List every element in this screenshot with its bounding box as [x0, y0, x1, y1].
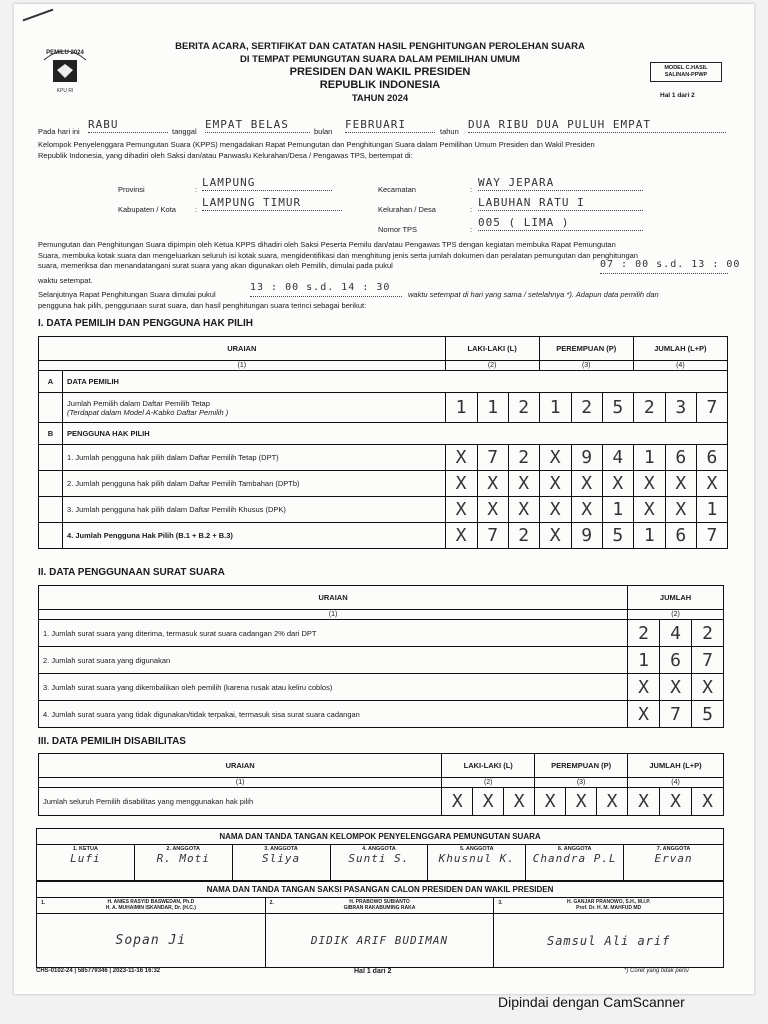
kpps-role: 2. ANGGOTA: [166, 846, 201, 852]
logo-text: PEMILU 2024: [46, 50, 84, 56]
saksi-c2-line1: H. PRABOWO SUBIANTO: [349, 899, 410, 905]
saksi-signature-2: DIDIK ARIF BUDIMAN: [265, 914, 494, 968]
s3-head-l: LAKI-LAKI (L): [442, 754, 535, 778]
kpps-row: [37, 845, 724, 881]
table-row: [39, 647, 724, 674]
saksi-candidate-3: [494, 898, 724, 914]
s2-row2-label: 2. Jumlah surat suara yang digunakan: [39, 647, 628, 674]
dpt-digit: 1: [477, 393, 508, 423]
saksi-num-2: 2.: [269, 900, 274, 906]
s2-row4-label: 4. Jumlah surat suara yang tidak digunakan/tidak terpakai, termasuk sisa surat suara cadangan: [39, 701, 628, 728]
b4-digit: 9: [571, 523, 602, 549]
saksi-c1-line1: H. ANIES RASYID BASWEDAN, Ph.D: [107, 899, 195, 905]
b2-digit: X: [539, 471, 571, 497]
s1-a-letter: A: [39, 371, 63, 393]
s2-row2-digit: 1: [628, 647, 660, 674]
kelurahan-label: Kelurahan / Desa: [378, 205, 436, 214]
tanggal-field: EMPAT BELAS: [205, 118, 310, 133]
b1-digit: X: [445, 445, 477, 471]
section3-title: III. DATA PEMILIH DISABILITAS: [38, 736, 186, 747]
tps-field: 005 ( LIMA ): [478, 216, 643, 231]
b3-digit: X: [477, 497, 508, 523]
s3-head-uraian: URAIAN: [39, 754, 442, 778]
b1-digit: 6: [665, 445, 696, 471]
s2-row3-label: 3. Jumlah surat suara yang dikembalikan oleh pemilih (karena rusak atau keliru coblos): [39, 674, 628, 701]
saksi-c3-line1: H. GANJAR PRANOWO, S.H., M.I.P.: [567, 899, 651, 905]
s3-num-2: (2): [442, 778, 535, 788]
table-row: [39, 788, 724, 816]
kpps-role: 1. KETUA: [72, 846, 98, 852]
title-line-1: BERITA ACARA, SERTIFIKAT DAN CATATAN HASIL PENGHITUNGAN PEROLEHAN SUARA: [175, 41, 585, 52]
s2-row4-digit: 7: [660, 701, 692, 728]
kpps-signature: Sliya: [262, 852, 301, 865]
bulan-label: bulan: [314, 127, 333, 136]
dpt-digit: 2: [508, 393, 539, 423]
document-header: [110, 40, 650, 105]
provinsi-label: Provinsi: [118, 185, 145, 194]
dpt-digit: 7: [696, 393, 727, 423]
title-line-4: REPUBLIK INDONESIA: [319, 79, 441, 91]
b4-digit: 6: [665, 523, 696, 549]
b1-digit: 4: [602, 445, 633, 471]
dpt-digit: 1: [445, 393, 477, 423]
para2-time: 13 : 00 s.d. 14 : 30: [250, 282, 402, 297]
s2-row3-digit: X: [628, 674, 660, 701]
kabupaten-field: LAMPUNG TIMUR: [202, 196, 342, 211]
s3-head-j: JUMLAH (L+P): [628, 754, 724, 778]
s3-digit: X: [535, 788, 566, 816]
s3-digit: X: [442, 788, 473, 816]
kpps-member: [232, 845, 330, 881]
footer-page: Hal 1 dari 2: [354, 968, 392, 975]
kpps-member: [134, 845, 232, 881]
saksi-title: NAMA DAN TANDA TANGAN SAKSI PASANGAN CALON PRESIDEN DAN WAKIL PRESIDEN: [37, 882, 724, 898]
s1-head-uraian: URAIAN: [39, 337, 446, 361]
para2-text2: waktu setempat di hari yang sama / setelahnya *). Adapun data pemilih dan: [408, 290, 659, 299]
kpps-member: [428, 845, 526, 881]
tps-label: Nomor TPS: [378, 225, 418, 234]
para1-tail: waktu setempat.: [38, 276, 93, 285]
s3-num-3: (3): [535, 778, 628, 788]
s2-head-uraian: URAIAN: [39, 586, 628, 610]
saksi-candidate-2: [265, 898, 494, 914]
kpps-role: 6. ANGGOTA: [557, 846, 592, 852]
s1-b-letter: B: [39, 423, 63, 445]
tahun-field: DUA RIBU DUA PULUH EMPAT: [468, 118, 726, 133]
b4-digit: X: [445, 523, 477, 549]
para2-text3: pengguna hak pilih, penggunaan surat suara, dan hasil penghitungan suara terinci sebagai berikut:: [38, 301, 367, 310]
page-indicator-top: Hal 1 dari 2: [660, 92, 695, 99]
kpps-signature: Khusnul K.: [438, 852, 515, 865]
saksi-signature-3: Samsul Ali arif: [494, 914, 724, 968]
kecamatan-field: WAY JEPARA: [478, 176, 643, 191]
kabupaten-label: Kabupaten / Kota: [118, 205, 176, 214]
saksi-c2-line2: GIBRAN RAKABUMING RAKA: [343, 905, 416, 911]
kpps-member: [624, 845, 724, 881]
pada-hari-ini-label: Pada hari ini: [38, 127, 80, 136]
b2-digit: X: [571, 471, 602, 497]
s3-num-1: (1): [39, 778, 442, 788]
b3-digit: X: [539, 497, 571, 523]
section1-table: [38, 336, 728, 549]
b3-label: 3. Jumlah pengguna hak pilih dalam Daftar Pemilih Khusus (DPK): [63, 497, 446, 523]
table-row: [39, 393, 728, 423]
kpps-role: 3. ANGGOTA: [264, 846, 298, 852]
s3-digit: X: [504, 788, 535, 816]
s1-head-p: PEREMPUAN (P): [539, 337, 633, 361]
s3-digit: X: [628, 788, 660, 816]
b2-digit: X: [602, 471, 633, 497]
b1-digit: 2: [508, 445, 539, 471]
kecamatan-label: Kecamatan: [378, 185, 416, 194]
s1-num-1: (1): [39, 361, 446, 371]
b4-digit: 7: [696, 523, 727, 549]
kpps-signature-table: [36, 828, 724, 881]
kpps-signature: Lufi: [70, 852, 101, 865]
b1-digit: 9: [571, 445, 602, 471]
b2-digit: X: [696, 471, 727, 497]
saksi-c1-line2: H. A. MUHAIMIN ISKANDAR, Dr. (H.C.): [105, 905, 196, 911]
b3-digit: X: [445, 497, 477, 523]
saksi-candidate-1: [37, 898, 266, 914]
table-row: [39, 620, 724, 647]
section2-title: II. DATA PENGGUNAAN SURAT SUARA: [38, 567, 225, 578]
b4-label: 4. Jumlah Pengguna Hak Pilih (B.1 + B.2 + B.3): [63, 523, 446, 549]
b1-label: 1. Jumlah pengguna hak pilih dalam Daftar Pemilih Tetap (DPT): [63, 445, 446, 471]
model-box: [650, 62, 722, 82]
s2-row1-digit: 2: [692, 620, 724, 647]
b2-digit: X: [633, 471, 665, 497]
dpt-digit: 2: [571, 393, 602, 423]
s3-digit: X: [691, 788, 723, 816]
dpt-label-cell: [63, 393, 446, 423]
s1-num-3: (3): [539, 361, 633, 371]
s2-row2-digit: 6: [660, 647, 692, 674]
s2-row3-digit: X: [692, 674, 724, 701]
dpt-digit: 2: [633, 393, 665, 423]
scanner-watermark: Dipindai dengan CamScanner: [498, 994, 685, 1010]
b3-digit: X: [508, 497, 539, 523]
s1-head-j: JUMLAH (L+P): [633, 337, 727, 361]
model-line-1: MODEL C.HASIL: [664, 65, 708, 71]
section2-table: [38, 585, 724, 728]
saksi-signature-1: Sopan Ji: [37, 914, 266, 968]
b4-digit: 2: [508, 523, 539, 549]
title-line-2: DI TEMPAT PEMUNGUTAN SUARA DALAM PEMILIHAN UMUM: [240, 54, 520, 65]
footer-note: *) Coret yang tidak perlu: [624, 968, 689, 974]
table-row: [39, 471, 728, 497]
s1-a-title: DATA PEMILIH: [63, 371, 728, 393]
dpt-label: Jumlah Pemilih dalam Daftar Pemilih Tetap: [67, 398, 210, 408]
title-line-3: PRESIDEN DAN WAKIL PRESIDEN: [289, 66, 471, 78]
kelurahan-field: LABUHAN RATU I: [478, 196, 643, 211]
b1-digit: 7: [477, 445, 508, 471]
table-row: [39, 445, 728, 471]
dpt-digit: 1: [539, 393, 571, 423]
saksi-num-1: 1.: [41, 900, 46, 906]
model-line-2: SALINAN-PPWP: [664, 72, 708, 78]
para1-text: Pemungutan dan Penghitungan Suara dipimpin oleh Ketua KPPS dihadiri oleh Saksi Peserta Pemilu dan/atau Pengawas TPS dengan kegiatan membuka Rapat Pemungutan Suara, membuka kotak suara dan mengeluarkan seluruh isi kotak suara, mengidentifikasi dan menghitung jenis serta jumlah dokumen dan peralatan pemungutan dan penghitungan suara, memeriksa dan menandatangani surat suara yang akan digunakan oleh Pemilih, dimulai pada pukul: [38, 240, 638, 270]
section1-title: I. DATA PEMILIH DAN PENGGUNA HAK PILIH: [38, 318, 253, 329]
kpps-member: [526, 845, 624, 881]
bulan-field: FEBRUARI: [345, 118, 435, 133]
s2-row3-digit: X: [660, 674, 692, 701]
title-line-5: TAHUN 2024: [351, 93, 409, 104]
para2-text1: Selanjutnya Rapat Penghitungan Suara dimulai pukul: [38, 290, 216, 299]
s3-digit: X: [597, 788, 628, 816]
footer-code: CHS-0102-24 | 585779346 | 2023-11-16 16:32: [36, 968, 161, 974]
kpps-member: [37, 845, 135, 881]
b3-digit: X: [665, 497, 696, 523]
table-row: [39, 497, 728, 523]
b1-digit: 6: [696, 445, 727, 471]
s3-digit: X: [660, 788, 692, 816]
saksi-c3-line2: Prof. Dr. H. M. MAHFUD MD: [576, 905, 642, 911]
table-row: [39, 523, 728, 549]
kpu-logo: [38, 40, 92, 98]
s1-num-2: (2): [445, 361, 539, 371]
logo-sub: KPU RI: [56, 88, 74, 94]
b3-digit: 1: [696, 497, 727, 523]
s1-head-l: LAKI-LAKI (L): [445, 337, 539, 361]
s2-row4-digit: 5: [692, 701, 724, 728]
para1-time: 07 : 00 s.d. 13 : 00: [600, 259, 728, 274]
intro-text-1: Kelompok Penyelenggara Pemungutan Suara (KPPS) mengadakan Rapat Pemungutan dan Penghitungan Suara dalam Pemilihan Umum Presiden dan Wakil Presiden: [38, 140, 595, 149]
dpt-note: (Terdapat dalam Model A-Kabko Daftar Pemilih ): [67, 407, 229, 417]
s3-head-p: PEREMPUAN (P): [535, 754, 628, 778]
tanggal-label: tanggal: [172, 127, 197, 136]
b4-digit: 7: [477, 523, 508, 549]
kpps-signature: Sunti S.: [348, 852, 410, 865]
b4-digit: 5: [602, 523, 633, 549]
saksi-num-3: 3.: [498, 900, 503, 906]
hari-field: RABU: [88, 118, 168, 133]
b1-digit: X: [539, 445, 571, 471]
b4-digit: 1: [633, 523, 665, 549]
s3-num-4: (4): [628, 778, 724, 788]
s2-head-jumlah: JUMLAH: [628, 586, 724, 610]
intro-text-2: Republik Indonesia, yang dihadiri oleh Saksi dan/atau Panwaslu Kelurahan/Desa / Pengawas TPS, bertempat di:: [38, 151, 413, 160]
s3-digit: X: [473, 788, 504, 816]
s2-row1-label: 1. Jumlah surat suara yang diterima, termasuk surat suara cadangan 2% dari DPT: [39, 620, 628, 647]
b2-digit: X: [445, 471, 477, 497]
s2-row1-digit: 4: [660, 620, 692, 647]
dpt-digit: 5: [602, 393, 633, 423]
kpps-signature: R. Moti: [156, 852, 210, 865]
kpps-signature: Ervan: [654, 852, 693, 865]
saksi-signature-table: [36, 881, 724, 968]
s2-row4-digit: X: [628, 701, 660, 728]
kpps-title: NAMA DAN TANDA TANGAN KELOMPOK PENYELENGGARA PEMUNGUTAN SUARA: [37, 829, 724, 845]
b3-digit: 1: [602, 497, 633, 523]
kpps-role: 4. ANGGOTA: [362, 846, 396, 852]
b2-digit: X: [508, 471, 539, 497]
dpt-digit: 3: [665, 393, 696, 423]
kpps-signature: Chandra P.L: [532, 852, 617, 865]
s3-row-label: Jumlah seluruh Pemilih disabilitas yang menggunakan hak pilih: [39, 788, 442, 816]
b2-label: 2. Jumlah pengguna hak pilih dalam Daftar Pemilih Tambahan (DPTb): [63, 471, 446, 497]
b4-digit: X: [539, 523, 571, 549]
s2-row1-digit: 2: [628, 620, 660, 647]
tahun-label: tahun: [440, 127, 459, 136]
kpps-role: 5. ANGGOTA: [459, 846, 494, 852]
kpps-role: 7. ANGGOTA: [656, 846, 691, 852]
b3-digit: X: [633, 497, 665, 523]
table-row: [39, 674, 724, 701]
s2-num-2: (2): [628, 610, 724, 620]
section3-table: [38, 753, 724, 816]
s1-num-4: (4): [633, 361, 727, 371]
b2-digit: X: [477, 471, 508, 497]
s2-row2-digit: 7: [692, 647, 724, 674]
b2-digit: X: [665, 471, 696, 497]
provinsi-field: LAMPUNG: [202, 176, 332, 191]
b3-digit: X: [571, 497, 602, 523]
s1-b-title: PENGGUNA HAK PILIH: [63, 423, 728, 445]
kpps-member: [330, 845, 428, 881]
table-row: [39, 701, 724, 728]
b1-digit: 1: [633, 445, 665, 471]
s2-num-1: (1): [39, 610, 628, 620]
s3-digit: X: [566, 788, 597, 816]
